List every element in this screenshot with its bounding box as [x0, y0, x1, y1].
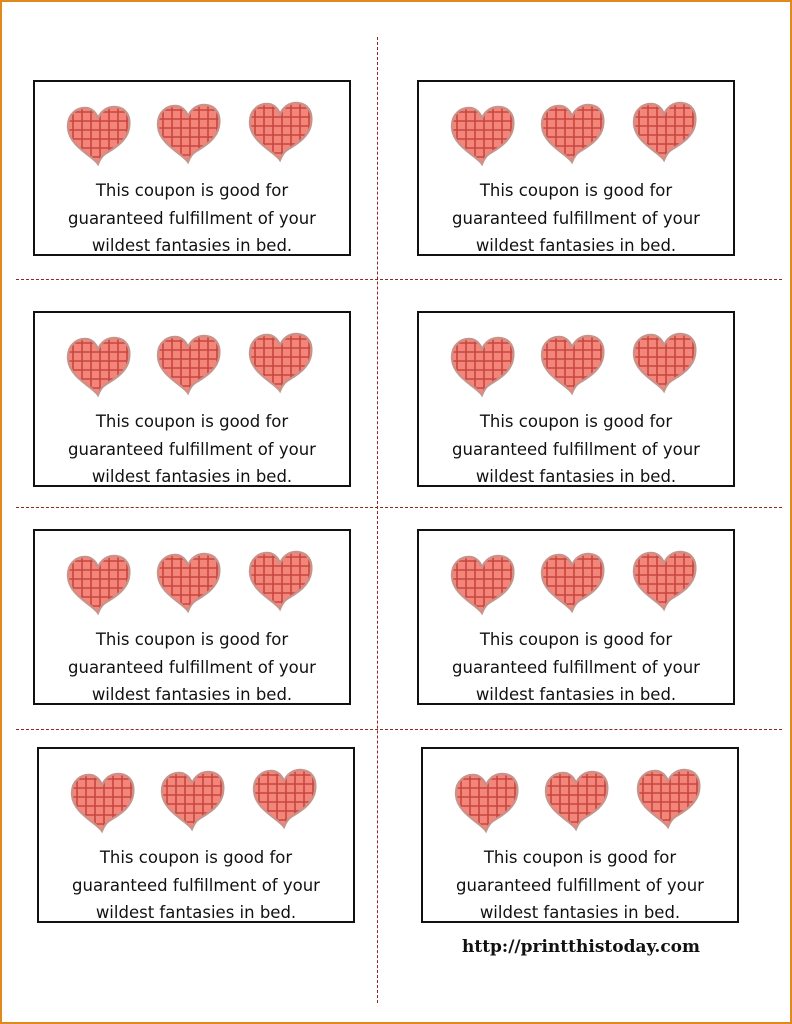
plaid-heart-icon — [541, 769, 611, 835]
horizontal-cut-line — [16, 507, 782, 508]
plaid-heart-icon — [629, 100, 699, 166]
footer-url: http://printthistoday.com — [461, 937, 701, 957]
plaid-heart-icon — [447, 104, 517, 170]
plaid-heart-icon — [629, 331, 699, 397]
coupon-card — [33, 311, 351, 487]
coupon-text: This coupon is good for guaranteed fulfillment of your wildest fantasies in bed. — [68, 630, 316, 704]
coupon-card — [417, 311, 735, 487]
hearts-row — [447, 331, 697, 401]
coupon-text: This coupon is good for guaranteed fulfillment of your wildest fantasies in bed. — [72, 848, 320, 922]
hearts-row — [63, 549, 313, 619]
hearts-row — [447, 100, 697, 170]
coupon-card — [421, 747, 739, 923]
plaid-heart-icon — [537, 102, 607, 168]
plaid-heart-icon — [63, 104, 133, 170]
plaid-heart-icon — [537, 551, 607, 617]
hearts-row — [63, 331, 313, 401]
plaid-heart-icon — [633, 767, 703, 833]
hearts-row — [447, 549, 697, 619]
plaid-heart-icon — [537, 333, 607, 399]
plaid-heart-icon — [629, 549, 699, 615]
plaid-heart-icon — [153, 551, 223, 617]
coupon-card — [33, 529, 351, 705]
coupon-text: This coupon is good for guaranteed fulfillment of your wildest fantasies in bed. — [68, 181, 316, 255]
coupon-text: This coupon is good for guaranteed fulfillment of your wildest fantasies in bed. — [452, 630, 700, 704]
coupon-card — [417, 529, 735, 705]
plaid-heart-icon — [63, 553, 133, 619]
coupon-card — [417, 80, 735, 256]
coupon-text: This coupon is good for guaranteed fulfillment of your wildest fantasies in bed. — [68, 412, 316, 486]
plaid-heart-icon — [245, 100, 315, 166]
plaid-heart-icon — [157, 769, 227, 835]
plaid-heart-icon — [451, 771, 521, 837]
horizontal-cut-line — [16, 279, 782, 280]
plaid-heart-icon — [249, 767, 319, 833]
plaid-heart-icon — [447, 335, 517, 401]
hearts-row — [67, 767, 317, 837]
plaid-heart-icon — [153, 102, 223, 168]
hearts-row — [63, 100, 313, 170]
coupon-card — [37, 747, 355, 923]
plaid-heart-icon — [245, 549, 315, 615]
coupon-text: This coupon is good for guaranteed fulfillment of your wildest fantasies in bed. — [456, 848, 704, 922]
plaid-heart-icon — [153, 333, 223, 399]
plaid-heart-icon — [63, 335, 133, 401]
plaid-heart-icon — [447, 553, 517, 619]
plaid-heart-icon — [67, 771, 137, 837]
coupon-text: This coupon is good for guaranteed fulfillment of your wildest fantasies in bed. — [452, 412, 700, 486]
horizontal-cut-line — [16, 729, 782, 730]
coupon-text: This coupon is good for guaranteed fulfillment of your wildest fantasies in bed. — [452, 181, 700, 255]
coupon-card — [33, 80, 351, 256]
hearts-row — [451, 767, 701, 837]
plaid-heart-icon — [245, 331, 315, 397]
vertical-cut-line — [377, 37, 378, 1003]
